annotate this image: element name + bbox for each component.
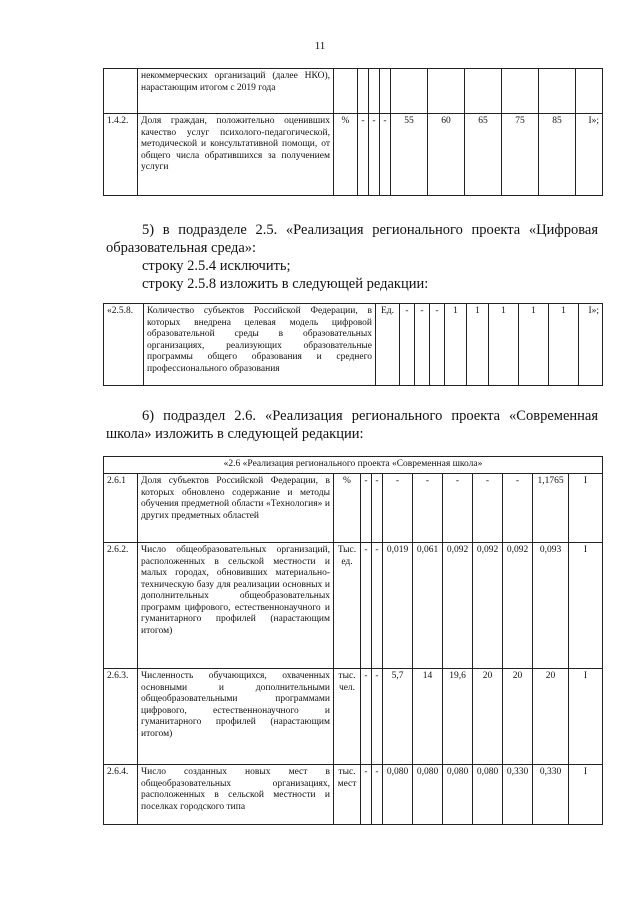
cell-name: Количество субъектов Российской Федерации, в которых внедрена целевая модель цифровой образовательной среды в образовательных организациях, реализующих образовательные программы общего образования и среднего профессионального образования	[144, 304, 376, 386]
paragraph-line: образовательная среда»:	[106, 240, 257, 256]
cell-value: 65	[465, 114, 502, 196]
cell-value: 0,330	[503, 765, 533, 825]
cell-end: I»;	[576, 114, 603, 196]
cell-value: 0,019	[383, 543, 413, 669]
cell-number: 2.6.3.	[104, 669, 138, 765]
cell-unit: Тыс. ед.	[334, 543, 361, 669]
table-header-row	[104, 457, 603, 474]
cell-value: 0,092	[443, 543, 473, 669]
cell-value: -	[503, 474, 533, 543]
cell-number: «2.5.8.	[104, 304, 144, 386]
table-row	[104, 69, 603, 114]
cell-value: -	[372, 543, 383, 669]
cell-value: -	[361, 669, 372, 765]
section-header: «2.6 «Реализация регионального проекта «Современная школа»	[104, 457, 603, 474]
cell-value: 1	[467, 304, 489, 386]
cell-value: 0,080	[443, 765, 473, 825]
table-continuation	[103, 68, 603, 196]
cell-number: 2.6.4.	[104, 765, 138, 825]
cell-value: -	[400, 304, 415, 386]
cell-unit: тыс. чел.	[334, 669, 361, 765]
paragraph-line: школа» изложить в следующей редакции:	[106, 426, 364, 442]
cell-value: 0,093	[533, 543, 569, 669]
cell-value: 75	[502, 114, 539, 196]
cell-value: 20	[473, 669, 503, 765]
table-row	[104, 474, 603, 543]
cell-name: Число общеобразовательных организаций, расположенных в сельской местности и малых городах, обновивших материально-техническую базу для реализации основных и дополнительных общеобразовательных программ цифрового, естественнонаучного и гуманитарного профилей (нарастающим итогом)	[138, 543, 334, 669]
table-row	[104, 304, 603, 386]
cell-value: 20	[533, 669, 569, 765]
cell-value: -	[473, 474, 503, 543]
paragraph-line: 5) в подразделе 2.5. «Реализация регионального проекта «Цифровая	[142, 222, 598, 238]
cell-end: I	[569, 543, 603, 669]
cell-end: I	[569, 474, 603, 543]
cell-value: -	[372, 765, 383, 825]
cell-value: -	[369, 114, 380, 196]
cell-value: 55	[391, 114, 428, 196]
cell-number: 2.6.2.	[104, 543, 138, 669]
table-row-2-5-8	[103, 303, 603, 386]
cell-end: I	[569, 669, 603, 765]
cell-value: 19,6	[443, 669, 473, 765]
cell-value: 1,1765	[533, 474, 569, 543]
cell-unit: тыс. мест	[334, 765, 361, 825]
cell-value: -	[358, 114, 369, 196]
cell-name: Доля субъектов Российской Федерации, в которых обновлено содержание и методы обучения предметной области «Технология» и других предметных областей	[138, 474, 334, 543]
cell-value: -	[361, 543, 372, 669]
paragraph-line: 6) подраздел 2.6. «Реализация регионального проекта «Современная	[142, 408, 598, 424]
cell-unit: %	[334, 474, 361, 543]
cell-value: -	[430, 304, 445, 386]
cell-value: 20	[503, 669, 533, 765]
cell-value: 60	[428, 114, 465, 196]
page-number: 11	[314, 40, 326, 52]
cell-value: -	[415, 304, 430, 386]
cell-number: 1.4.2.	[104, 114, 138, 196]
cell-name: Численность обучающихся, охваченных основными и дополнительными общеобразовательными программами цифрового, естественнонаучного и гуманитарного профилей (нарастающим итогом)	[138, 669, 334, 765]
cell-value: -	[443, 474, 473, 543]
cell-value: 1	[549, 304, 579, 386]
cell-value: 5,7	[383, 669, 413, 765]
cell-value: 1	[445, 304, 467, 386]
cell-value: -	[380, 114, 391, 196]
table-row	[104, 669, 603, 765]
cell-number: 2.6.1	[104, 474, 138, 543]
cell-value: -	[413, 474, 443, 543]
cell-name: Доля граждан, положительно оценивших качество услуг психолого-педагогической, методической и консультативной помощи, от общего числа обратившихся за получением услуги	[138, 114, 334, 196]
cell-name: некоммерческих организаций (далее НКО), нарастающим итогом с 2019 года	[138, 69, 334, 114]
cell-value: 0,080	[413, 765, 443, 825]
cell-value: -	[372, 669, 383, 765]
table-section-2-6	[103, 456, 603, 825]
paragraph-5	[106, 221, 598, 293]
table-row	[104, 765, 603, 825]
cell-unit: %	[334, 114, 358, 196]
cell-end: I»;	[579, 304, 603, 386]
table-row	[104, 543, 603, 669]
paragraph-line: строку 2.5.8 изложить в следующей редакции:	[142, 276, 429, 292]
paragraph-6	[106, 407, 598, 443]
cell-value: 0,092	[503, 543, 533, 669]
table-row	[104, 114, 603, 196]
cell-value: -	[361, 765, 372, 825]
cell-value: 1	[489, 304, 519, 386]
cell-unit: Ед.	[376, 304, 400, 386]
cell-value: 14	[413, 669, 443, 765]
cell-value: 0,330	[533, 765, 569, 825]
cell-value: 0,092	[473, 543, 503, 669]
cell-end: I	[569, 765, 603, 825]
cell-value: 0,080	[383, 765, 413, 825]
paragraph-line: строку 2.5.4 исключить;	[142, 258, 291, 274]
cell-value: -	[383, 474, 413, 543]
cell-value: -	[361, 474, 372, 543]
cell-value: -	[372, 474, 383, 543]
cell-value: 0,061	[413, 543, 443, 669]
cell-value: 0,080	[473, 765, 503, 825]
cell-name: Число созданных новых мест в общеобразовательных организациях, расположенных в сельской местности и поселках городского типа	[138, 765, 334, 825]
cell-value: 1	[519, 304, 549, 386]
cell-value: 85	[539, 114, 576, 196]
